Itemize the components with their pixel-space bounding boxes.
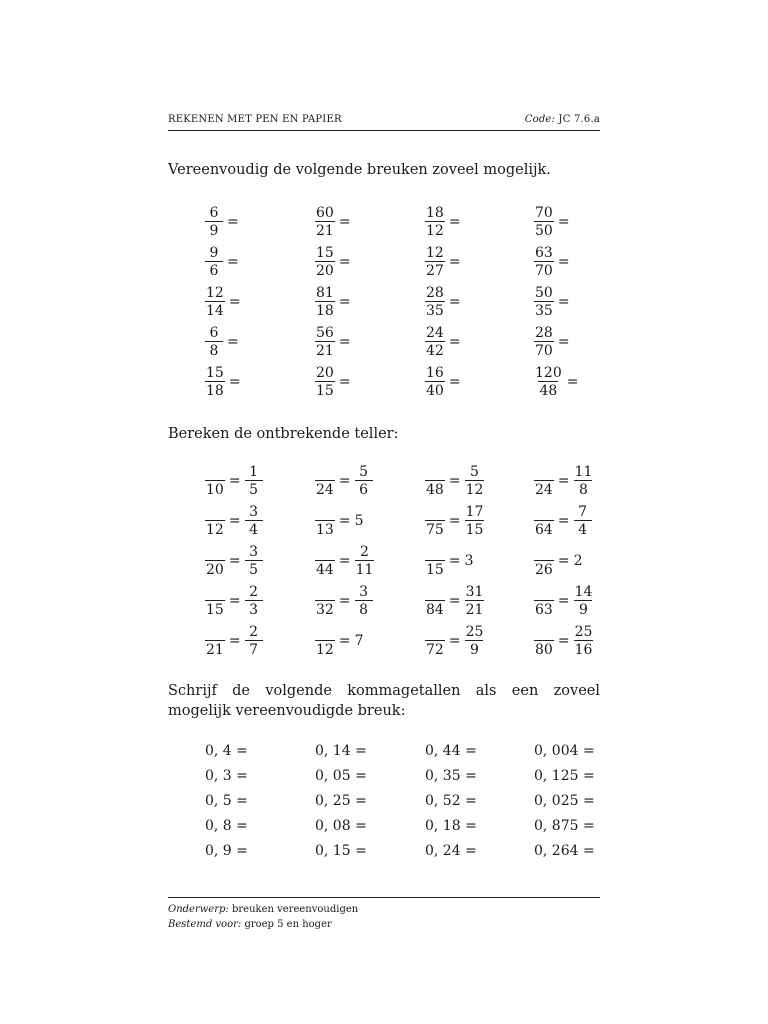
equals-sign: = bbox=[448, 633, 461, 649]
denominator: 5 bbox=[245, 560, 263, 578]
decimal-exercise: 0, 004 = bbox=[534, 743, 595, 759]
code-label: Code: bbox=[524, 114, 556, 125]
numerator: 60 bbox=[316, 205, 334, 221]
fraction bbox=[315, 584, 335, 618]
equals-sign: = bbox=[448, 214, 461, 230]
denominator: 20 bbox=[206, 562, 224, 578]
missing-numerator-exercise bbox=[425, 581, 484, 621]
numerator: 11 bbox=[574, 464, 593, 480]
fraction bbox=[534, 365, 563, 399]
decimal-exercise: 0, 25 = bbox=[315, 793, 367, 809]
missing-numerator-exercise bbox=[315, 581, 373, 621]
numerator: 28 bbox=[535, 325, 553, 341]
equals-sign: = bbox=[448, 294, 461, 310]
fraction bbox=[355, 584, 373, 618]
equals-sign: = bbox=[448, 334, 461, 350]
fraction bbox=[315, 285, 335, 319]
missing-numerator-exercise bbox=[534, 501, 592, 541]
fraction bbox=[425, 464, 445, 498]
denominator: 9 bbox=[205, 221, 223, 239]
equals-sign: = bbox=[338, 334, 351, 350]
numerator: 3 bbox=[249, 544, 259, 560]
equals-sign: = bbox=[448, 513, 461, 529]
denominator: 32 bbox=[316, 602, 334, 618]
fraction bbox=[245, 584, 263, 618]
fraction bbox=[205, 544, 225, 578]
equals-sign: = bbox=[338, 374, 351, 390]
fraction bbox=[534, 624, 554, 658]
denominator: 5 bbox=[245, 480, 263, 498]
simplify-exercise bbox=[315, 282, 355, 322]
numerator: 31 bbox=[465, 584, 484, 600]
fraction bbox=[425, 245, 445, 279]
numerator: 6 bbox=[209, 325, 219, 341]
denominator: 12 bbox=[465, 482, 484, 498]
denominator: 84 bbox=[426, 602, 444, 618]
numerator: 70 bbox=[535, 205, 553, 221]
fraction bbox=[245, 544, 263, 578]
equals-sign: = bbox=[557, 294, 570, 310]
equals-sign: = bbox=[557, 473, 570, 489]
missing-numerator-exercise bbox=[534, 581, 593, 621]
decimals-grid bbox=[205, 743, 605, 863]
simplify-exercise bbox=[315, 202, 355, 242]
whole-number: 2 bbox=[573, 553, 583, 569]
fraction bbox=[315, 624, 335, 658]
simplify-exercise bbox=[534, 242, 574, 282]
fraction bbox=[574, 584, 594, 618]
fraction bbox=[315, 464, 335, 498]
fraction bbox=[205, 245, 223, 279]
numerator: 63 bbox=[535, 245, 553, 261]
denominator: 63 bbox=[535, 602, 553, 618]
numerator bbox=[543, 504, 545, 520]
equals-sign: = bbox=[448, 374, 461, 390]
numerator: 25 bbox=[465, 624, 484, 640]
missing-numerator-exercise bbox=[205, 581, 263, 621]
denominator: 21 bbox=[316, 343, 334, 359]
equals-sign: = bbox=[448, 553, 461, 569]
fraction bbox=[315, 544, 335, 578]
denominator: 4 bbox=[245, 520, 263, 538]
missing-numerator-exercise bbox=[205, 541, 263, 581]
fraction bbox=[315, 325, 335, 359]
numerator: 2 bbox=[249, 584, 259, 600]
fraction bbox=[245, 464, 263, 498]
denominator: 75 bbox=[426, 522, 444, 538]
denominator: 64 bbox=[535, 522, 553, 538]
fraction bbox=[205, 464, 225, 498]
simplify-exercise bbox=[425, 202, 465, 242]
fraction bbox=[534, 464, 554, 498]
simplify-exercise bbox=[534, 282, 574, 322]
code-value: JC 7.6.a bbox=[558, 114, 600, 125]
denominator: 35 bbox=[426, 303, 444, 319]
decimal-exercise: 0, 05 = bbox=[315, 768, 367, 784]
denominator: 21 bbox=[206, 642, 224, 658]
simplify-exercise bbox=[315, 242, 355, 282]
equals-sign: = bbox=[566, 374, 579, 390]
denominator: 70 bbox=[535, 343, 553, 359]
numerator bbox=[324, 464, 326, 480]
equals-sign: = bbox=[448, 473, 461, 489]
numerator: 14 bbox=[574, 584, 593, 600]
decimal-exercise: 0, 14 = bbox=[315, 743, 367, 759]
fraction bbox=[534, 245, 554, 279]
missing-numerator-exercise bbox=[534, 461, 593, 501]
fraction bbox=[574, 624, 594, 658]
numerator: 12 bbox=[206, 285, 224, 301]
numerator: 3 bbox=[249, 504, 259, 520]
equals-sign: = bbox=[228, 473, 241, 489]
fraction bbox=[355, 464, 373, 498]
fraction bbox=[315, 365, 335, 399]
equals-sign: = bbox=[557, 593, 570, 609]
numerator bbox=[214, 624, 216, 640]
denominator: 70 bbox=[535, 263, 553, 279]
missing-numerator-exercise bbox=[315, 501, 363, 541]
equals-sign: = bbox=[227, 334, 239, 350]
denominator: 7 bbox=[245, 640, 263, 658]
fraction bbox=[315, 504, 335, 538]
numerator bbox=[324, 544, 326, 560]
decimal-exercise: 0, 9 = bbox=[205, 843, 248, 859]
numerator: 12 bbox=[426, 245, 444, 261]
denominator: 27 bbox=[426, 263, 444, 279]
fraction bbox=[205, 365, 225, 399]
equals-sign: = bbox=[338, 473, 351, 489]
numerator bbox=[434, 464, 436, 480]
denominator: 12 bbox=[316, 642, 334, 658]
numerator: 2 bbox=[360, 544, 369, 560]
fraction bbox=[205, 205, 223, 239]
fraction bbox=[425, 325, 445, 359]
fraction bbox=[425, 285, 445, 319]
denominator: 8 bbox=[205, 341, 223, 359]
denominator: 8 bbox=[355, 600, 373, 618]
denominator: 21 bbox=[465, 602, 484, 618]
equals-sign: = bbox=[228, 593, 241, 609]
numerator bbox=[214, 544, 216, 560]
denominator: 15 bbox=[465, 522, 484, 538]
denominator: 10 bbox=[206, 482, 224, 498]
fraction bbox=[205, 285, 225, 319]
decimal-exercise: 0, 875 = bbox=[534, 818, 595, 834]
denominator: 20 bbox=[316, 263, 334, 279]
simplify-exercise bbox=[534, 322, 574, 362]
footer-subject bbox=[168, 902, 600, 917]
equals-sign: = bbox=[338, 294, 351, 310]
denominator: 9 bbox=[574, 600, 592, 618]
decimal-exercise: 0, 264 = bbox=[534, 843, 595, 859]
header-code bbox=[525, 114, 600, 125]
denominator: 8 bbox=[574, 480, 592, 498]
decimal-exercise: 0, 025 = bbox=[534, 793, 595, 809]
fraction bbox=[534, 584, 554, 618]
equals-sign: = bbox=[338, 593, 351, 609]
missing-numerator-exercise bbox=[205, 461, 263, 501]
numerator: 17 bbox=[465, 504, 484, 520]
missing-numerator-exercise bbox=[534, 621, 593, 661]
decimal-exercise: 0, 15 = bbox=[315, 843, 367, 859]
decimal-exercise: 0, 8 = bbox=[205, 818, 248, 834]
footer-audience bbox=[168, 917, 600, 932]
fraction bbox=[205, 584, 225, 618]
whole-number: 7 bbox=[354, 633, 364, 649]
equals-sign: = bbox=[448, 593, 461, 609]
numerator bbox=[434, 624, 436, 640]
numerator: 81 bbox=[316, 285, 334, 301]
audience-value: groep 5 en hoger bbox=[244, 919, 332, 930]
denominator: 14 bbox=[206, 303, 224, 319]
numerator bbox=[543, 624, 545, 640]
numerator: 15 bbox=[316, 245, 334, 261]
denominator: 24 bbox=[535, 482, 553, 498]
numerator bbox=[324, 624, 326, 640]
simplify-exercise bbox=[425, 282, 465, 322]
whole-number: 5 bbox=[354, 513, 364, 529]
numerator: 120 bbox=[535, 365, 562, 381]
decimal-exercise: 0, 08 = bbox=[315, 818, 367, 834]
equals-sign: = bbox=[557, 553, 570, 569]
fraction bbox=[205, 325, 223, 359]
missing-numerator-exercise bbox=[425, 621, 484, 661]
numerator: 24 bbox=[426, 325, 444, 341]
decimal-exercise: 0, 125 = bbox=[534, 768, 595, 784]
fraction bbox=[465, 464, 485, 498]
numerator: 1 bbox=[249, 464, 259, 480]
equals-sign: = bbox=[557, 254, 570, 270]
numerator: 5 bbox=[359, 464, 369, 480]
denominator: 15 bbox=[426, 562, 444, 578]
fraction bbox=[574, 464, 594, 498]
numerator bbox=[324, 504, 326, 520]
simplify-exercise bbox=[205, 282, 245, 322]
denominator: 9 bbox=[465, 640, 483, 658]
denominator: 6 bbox=[355, 480, 373, 498]
missing-numerator-exercise bbox=[534, 541, 582, 581]
equals-sign: = bbox=[557, 513, 570, 529]
fraction bbox=[425, 365, 445, 399]
simplify-grid bbox=[205, 202, 605, 402]
decimal-exercise: 0, 24 = bbox=[425, 843, 477, 859]
denominator: 72 bbox=[426, 642, 444, 658]
denominator: 48 bbox=[539, 383, 558, 399]
audience-label: Bestemd voor: bbox=[168, 919, 242, 930]
denominator: 48 bbox=[426, 482, 444, 498]
equals-sign: = bbox=[338, 214, 351, 230]
page-footer bbox=[168, 897, 600, 932]
missing-numerator-exercise bbox=[425, 501, 484, 541]
simplify-exercise bbox=[205, 242, 243, 282]
equals-sign: = bbox=[227, 214, 239, 230]
denominator: 3 bbox=[245, 600, 263, 618]
numerator: 9 bbox=[209, 245, 219, 261]
numerator bbox=[434, 584, 436, 600]
fraction bbox=[534, 285, 554, 319]
simplify-exercise bbox=[425, 322, 465, 362]
page-header bbox=[168, 114, 600, 131]
missing-numerator-exercise bbox=[425, 541, 473, 581]
numerator: 20 bbox=[316, 365, 334, 381]
missing-numerator-exercise bbox=[315, 621, 363, 661]
fraction bbox=[465, 624, 485, 658]
numerator: 15 bbox=[206, 365, 224, 381]
numerator: 7 bbox=[578, 504, 588, 520]
equals-sign: = bbox=[338, 553, 351, 569]
denominator: 26 bbox=[535, 562, 553, 578]
denominator: 12 bbox=[426, 223, 444, 239]
numerator bbox=[543, 544, 545, 560]
fraction bbox=[574, 504, 592, 538]
missing-numerator-exercise bbox=[205, 621, 263, 661]
fraction bbox=[315, 205, 335, 239]
decimal-exercise: 0, 18 = bbox=[425, 818, 477, 834]
numerator bbox=[214, 504, 216, 520]
whole-number: 3 bbox=[464, 553, 474, 569]
simplify-exercise bbox=[534, 362, 582, 402]
numerator: 16 bbox=[426, 365, 444, 381]
simplify-exercise bbox=[315, 362, 355, 402]
decimal-exercise: 0, 5 = bbox=[205, 793, 248, 809]
fraction bbox=[534, 504, 554, 538]
fraction bbox=[355, 544, 375, 578]
numerator: 6 bbox=[209, 205, 219, 221]
subject-value: breuken vereenvoudigen bbox=[231, 904, 359, 915]
fraction bbox=[465, 504, 485, 538]
equals-sign: = bbox=[227, 254, 239, 270]
numerator: 50 bbox=[535, 285, 553, 301]
denominator: 18 bbox=[206, 383, 224, 399]
denominator: 11 bbox=[355, 562, 374, 578]
decimal-exercise: 0, 44 = bbox=[425, 743, 477, 759]
denominator: 24 bbox=[316, 482, 334, 498]
decimal-exercise: 0, 52 = bbox=[425, 793, 477, 809]
equals-sign: = bbox=[228, 294, 241, 310]
denominator: 42 bbox=[426, 343, 444, 359]
section1-prompt: Vereenvoudig de volgende breuken zoveel mogelijk. bbox=[168, 162, 551, 178]
simplify-exercise bbox=[425, 362, 465, 402]
fraction bbox=[205, 504, 225, 538]
denominator: 80 bbox=[535, 642, 553, 658]
denominator: 15 bbox=[206, 602, 224, 618]
section2-prompt: Bereken de ontbrekende teller: bbox=[168, 426, 399, 442]
equals-sign: = bbox=[228, 513, 241, 529]
fraction bbox=[245, 624, 263, 658]
denominator: 4 bbox=[574, 520, 592, 538]
denominator: 6 bbox=[205, 261, 223, 279]
equals-sign: = bbox=[448, 254, 461, 270]
missing-numerator-exercise bbox=[425, 461, 484, 501]
fraction bbox=[465, 584, 485, 618]
subject-label: Onderwerp: bbox=[168, 904, 229, 915]
numerator bbox=[214, 584, 216, 600]
denominator: 16 bbox=[574, 642, 593, 658]
numerator bbox=[434, 504, 436, 520]
equals-sign: = bbox=[228, 374, 241, 390]
numerator bbox=[214, 464, 216, 480]
simplify-exercise bbox=[205, 202, 243, 242]
fraction bbox=[425, 544, 445, 578]
equals-sign: = bbox=[228, 553, 241, 569]
decimal-exercise: 0, 4 = bbox=[205, 743, 248, 759]
numerator: 56 bbox=[316, 325, 334, 341]
numerator: 3 bbox=[359, 584, 369, 600]
decimal-exercise: 0, 3 = bbox=[205, 768, 248, 784]
simplify-exercise bbox=[205, 322, 243, 362]
equals-sign: = bbox=[557, 214, 570, 230]
fraction bbox=[315, 245, 335, 279]
numerator: 5 bbox=[470, 464, 479, 480]
equals-sign: = bbox=[338, 633, 351, 649]
section3-prompt: Schrijf de volgende kommagetallen als een zoveel mogelijk vereenvoudigde breuk: bbox=[168, 683, 600, 719]
equals-sign: = bbox=[338, 254, 351, 270]
numerator: 28 bbox=[426, 285, 444, 301]
denominator: 12 bbox=[206, 522, 224, 538]
fraction bbox=[425, 624, 445, 658]
denominator: 44 bbox=[316, 562, 334, 578]
missing-numerator-grid bbox=[205, 461, 605, 661]
simplify-exercise bbox=[534, 202, 574, 242]
fraction bbox=[425, 584, 445, 618]
missing-numerator-exercise bbox=[205, 501, 263, 541]
fraction bbox=[534, 205, 554, 239]
numerator bbox=[434, 544, 436, 560]
decimal-exercise: 0, 35 = bbox=[425, 768, 477, 784]
header-title: REKENEN MET PEN EN PAPIER bbox=[168, 114, 342, 125]
denominator: 18 bbox=[316, 303, 334, 319]
numerator: 18 bbox=[426, 205, 444, 221]
fraction bbox=[245, 504, 263, 538]
equals-sign: = bbox=[338, 513, 351, 529]
numerator bbox=[324, 584, 326, 600]
fraction bbox=[534, 325, 554, 359]
equals-sign: = bbox=[228, 633, 241, 649]
numerator: 25 bbox=[574, 624, 593, 640]
equals-sign: = bbox=[557, 633, 570, 649]
fraction bbox=[425, 205, 445, 239]
fraction bbox=[205, 624, 225, 658]
denominator: 35 bbox=[535, 303, 553, 319]
fraction bbox=[534, 544, 554, 578]
numerator bbox=[543, 584, 545, 600]
denominator: 50 bbox=[535, 223, 553, 239]
denominator: 40 bbox=[426, 383, 444, 399]
denominator: 21 bbox=[316, 223, 334, 239]
numerator: 2 bbox=[249, 624, 259, 640]
missing-numerator-exercise bbox=[315, 461, 373, 501]
numerator bbox=[543, 464, 545, 480]
simplify-exercise bbox=[425, 242, 465, 282]
denominator: 13 bbox=[316, 522, 334, 538]
simplify-exercise bbox=[315, 322, 355, 362]
missing-numerator-exercise bbox=[315, 541, 374, 581]
denominator: 15 bbox=[316, 383, 334, 399]
fraction bbox=[425, 504, 445, 538]
equals-sign: = bbox=[557, 334, 570, 350]
simplify-exercise bbox=[205, 362, 245, 402]
